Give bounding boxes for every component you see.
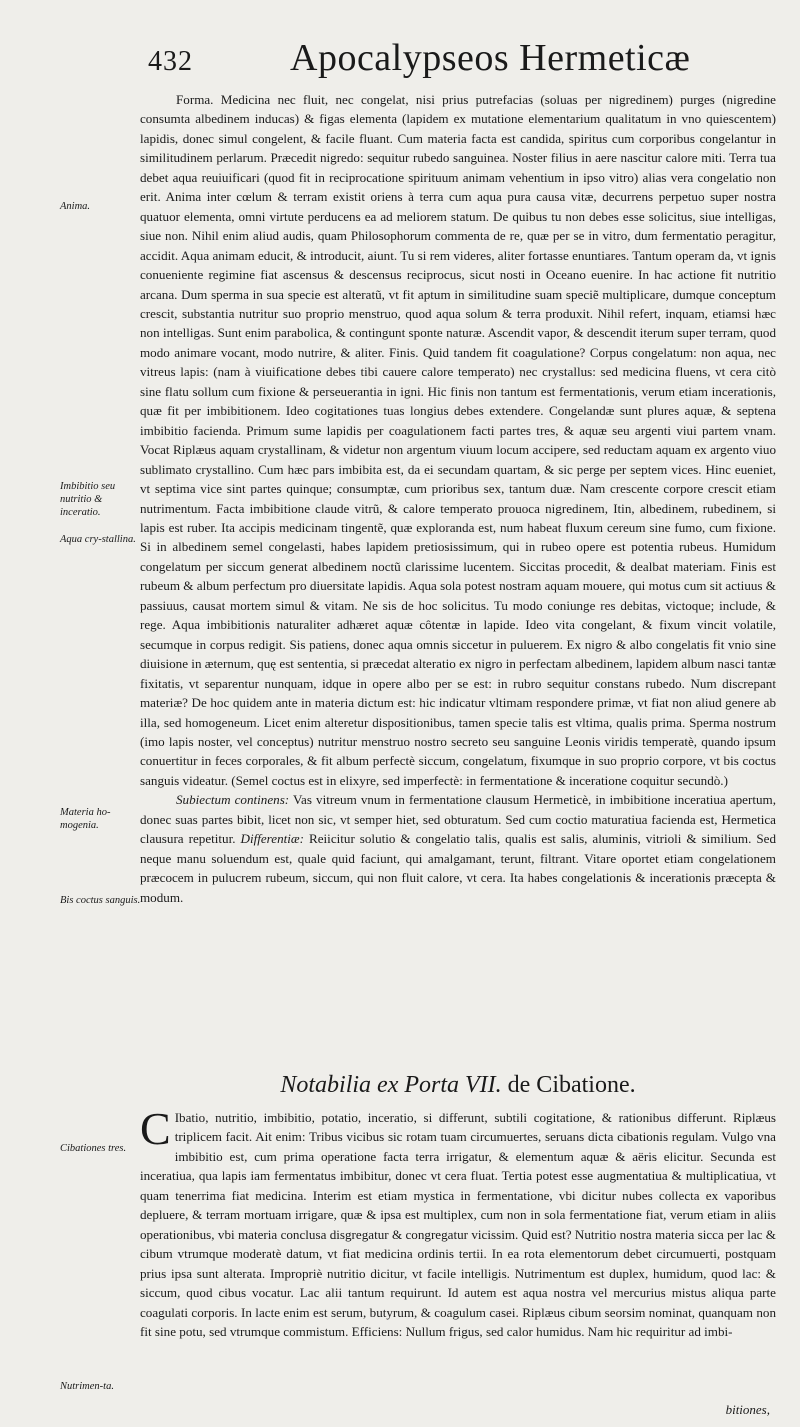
page-number: 432: [148, 46, 193, 77]
section-heading-cibatione: [140, 1072, 776, 1099]
differentiae-text: Reiicitur solutio & congelatio talis, qualis est salis, aluminis, vitrioli & similium. Sed neque manu soluendum est, quale quid faciunt, qui amalgamant, terunt, filtrant. Vitare oportet etiam congelationem præcocem in pulucrem rubeum, siccum, qui non fluit calore, vt cera. Ita habes congelationis & incerationis præcepta & modum.: [140, 831, 776, 905]
forma-label: Forma.: [176, 92, 214, 107]
running-title: Apocalypseos Hermeticæ: [290, 37, 691, 79]
differentiae-label: Differentiæ:: [240, 831, 305, 847]
cibatione-paragraph: [140, 1108, 776, 1341]
margin-note-cibationes-tres: Cibationes tres.: [60, 1143, 127, 1154]
subiectum-paragraph: [140, 790, 776, 907]
catchword: bitiones,: [725, 1402, 770, 1417]
page-header: [140, 36, 780, 86]
section-forma: [140, 90, 776, 1060]
heading-upright: de Cibatione.: [507, 1072, 636, 1098]
margin-note-materia-homogenia: Materia ho-mogenia.: [60, 807, 111, 831]
drop-capital: C: [140, 1108, 171, 1154]
heading-italic: Notabilia ex Porta VII.: [280, 1072, 502, 1098]
subiectum-text: Vas vitreum vnum in fermentatione clausum Hermeticè, in imbibitione inceratiua apertum, donec suas partes bibit, licet non sic, vt semper hiet, sed obturatum. Sed cum coctio maturatiua facienda est, Hermetica clausura repetitur.: [140, 792, 776, 847]
margin-note-bis-coctus: Bis coctus sanguis.: [60, 895, 141, 906]
margin-note-anima: Anima.: [60, 201, 91, 212]
cibatione-text: Ibatio, nutritio, imbibitio, potatio, inceratio, si differunt, subtili cogitatione, & rationibus differunt. Riplæus triplicem facit. Ait enim: Tribus vicibus sic rotam tuam circumuertes, seruans dicta cibationis regulam. Vulgo vna imbibitio est, cum prima operatione facta terra irrigatur, & elementum aquæ & aëris elicitur. Secunda est inceratiua, qua lapis iam fermentatus imbibitur, donec vt cera fluat. Tertia potest esse augmentatiua & multiplicatiua, vt quam tenerrima fiat medicina. Interim est etiam mystica in fermentatione, vbi dicitur nubes collecta ex vaporibus depluere, & terram mortuam irrigare, quæ & ipsa est multiplex, cum non in sola fermentatione fiat, verum etiam in aliis operationibus, vbi materia conclusa disgregatur & congregatur vicissim. Quid est? Nutritio nostra materia sicca per lac & cibum vtrumque moderatè datum, vt fiat medicina ordinis tertii. In ea rota elementorum debet circumuerti, postquam prius ipsa sunt alterata. Impropriè nutritio dicitur, vt facile intelligis. Nutrimentum est duplex, humidum, quod lac: & siccum, quod cibus vocatur. Lac alii tantum requirunt. Id autem est aqua nostra vel mercurius mistus aliqua parte coagulati corporis. In lacte enim est serum, butyrum, & coagulum casei. Riplæus cibum seorsim nominat, quanquam non fit sine potu, sed vtrumque commistum. Efficiens: Nullum frigus, sed calor humidus. Nam hic requiritur ad imbi-: [140, 1110, 776, 1339]
margin-note-aqua-crystallina: Aqua cry-stallina.: [60, 534, 136, 545]
section-cibatione: [140, 1108, 776, 1400]
forma-text: Medicina nec fluit, nec congelat, nisi prius putrefacias (soluas per nigredinem) purges (nigredine consumta albedinem inducas) & figas elementa (lapidem ex mutatione elementarium qualitatum in vno quiescentem) lapidis, donec simul congelent, & facile fluant. Cum materia facta est candida, spiritus cum corporibus congelantur in similitudinem perlarum. Præcedit nigredo: sequitur rubedo sanguinea. Noster filius in aere nascitur calore miti. Terra tua debet aqua reuiuificari (quod fit in reciprocatione spirituum animam vehentium in ipso vitro) alias vera congelatio non erit. Anima inter cœlum & terram existit oriens à terra cum aqua pura causa vitæ, decurrens perpetuo super nostra quatuor elementa, omni virtute perducens ea ad meliorem statum. De quibus tu non debes esse solicitus, siue intelligas, siue non. Nihil enim aliud audis, quam Philosophorum commenta de re, quæ per se in vitro, dum fermentatio peragitur, accidit. Aqua animam educit, & introducit, aiunt. Tu si rem videres, aliter fortasse enuntiares. Tantum operam da, vt ignis conueniente regimine fiat ascensus & descensus reciprocus, sicut nosti in Oceano euenire. In hac actione fit nutritio arcana. Dum sperma in sua specie est alteratũ, vt fit aptum in similitudine suam speciẽ multiplicare, dumque conceptum crescit, substantia nutritur suo proprio menstruo, quod aqua solum & terra produxit. Nihil refert, inquam, etiamsi hæc non intelligas. Sunt enim parabolica, & contingunt sponte naturæ. Ascendit vapor, & descendit iterum super terram, quod modo animare vocant, modo nutrire, & aliter. Finis. Quid tandem fit coagulatione? Corpus congelatum: non aqua, nec vitreus lapis: (nam à viuificatione debes tibi cauere calore temperato) nec crystallus: sed medicina fluens, vt cera citò sine flatu sollum cum fixione & perseuerantia in igni. Hic finis non tantum est fermentationis, verum etiam incerationis, quæ fit per imbibitionem. Ideo cogitationes tuas longius debes extendere. Congelandæ sunt plures aquæ, & septena imbibitio facienda. Primum sume lapidis per coagulationem facti partes tres, & aquæ seu argenti viui partem vnam. Vocat Riplæus aquam crystallinam, & videtur non argentum viuum locum accipere, sed reductam aquam ex argento viuo sublimato crystallino. Cum hæc pars imbibita est, da ei secundam quartam, & sic perge per septem vices. Hinc eueniet, vt septima vice sint partes quinque; consumptæ, cum prioribus sex, tantum duæ. Nam crescente corpore crescit etiam nutrimentum. Facta imbibitione claude vitrũ, & calore temperato prouoca nigredinem, Itin, albedinem, rubedinem, si lapis est ruber. Ita accipis medicinam tingentẽ, quæ exploranda est, num habeat fluxum cereum sine fumo, cum fixione. Si in albedinem semel congelasti, habes lapidem pretiosissimum, qui in rubeo opere est potentia rubeus. Humidum congelatum per siccum generat albedinem noctũ clarissime lucentem. Siccitas procedit, & dealbat materiam. Finis est rubeum & album perfectum pro diuersitate lapidis. Aqua sola potest nostram aquam mouere, qui motus cum sit actiuus & passiuus, causat mortem simul & vitam. Ne sis de hoc solicitus. Tu modo coniunge res debitas, victoque; include, & rege. Aqua imbibitionis naturaliter adhæret aquæ côtentæ in lapide. Ideo vita congelant, & fixum vincit volatile, secumque in corpus redigit. Sis patiens, donec aqua omnis siccetur in puluerem. Ex nigro & albo congelatis fit vnio sine diuisione in æternum, quę est sententia, si præcedat alteratio ex nigro in perfectam albedinem, lapidem album nasci tantæ fixitatis, vt separentur nunquam, idque in opere albo per se est: in rubro sequitur constans rubedo. Num discrepant materiæ? De hoc quidem ante in materia dictum est: hic indicatur vltimam respondere primæ, vt fiat non aliud genere ab illa, sed homogeneum. Licet enim alteretur dispositionibus, tamen specie talis est vltima, qualis prima. Sperma nostrum (imo lapis noster, vel conceptus) nutritur menstruo nostro secreto seu sanguine Leonis viridis temperatè, quando ipsum conuertitur in feces corporales, & fit album perfectè siccum, congelatum, fixumque in suo proprio corpore, vt bis coctus sanguis videatur. (Semel coctus est in elixyre, sed imperfectè: in fermentatione & inceratione coquitur secundò.): [140, 92, 776, 788]
margin-note-imbibitio: Imbibitio seu nutritio & inceratio.: [60, 481, 116, 518]
forma-paragraph: [140, 90, 776, 790]
margin-note-nutrimenta: Nutrimen-ta.: [60, 1381, 114, 1392]
subiectum-label: Subiectum continens:: [176, 792, 290, 808]
